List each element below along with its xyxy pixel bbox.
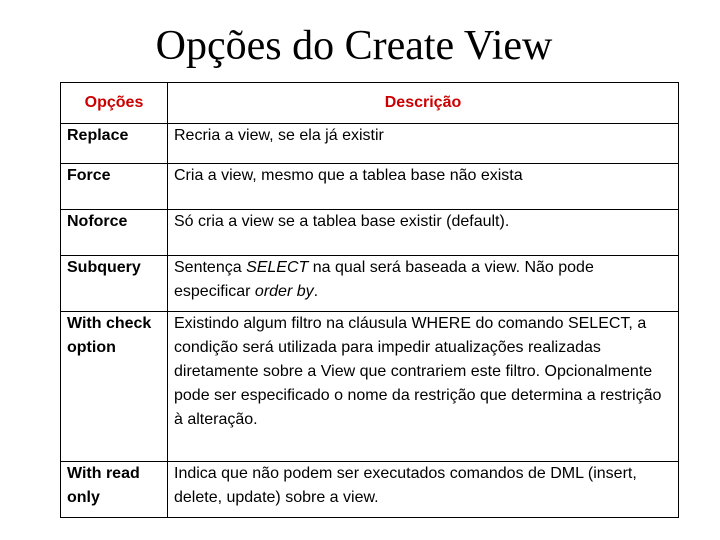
option-name: Replace [61,124,168,164]
option-name: Force [61,164,168,210]
table-row [61,312,679,462]
table-row [61,256,679,312]
option-description: Indica que não podem ser executados comandos de DML (insert, delete, update) sobre a view. [168,462,679,518]
option-description: Recria a view, se ela já existir [168,124,679,164]
option-description: Só cria a view se a tablea base existir (default). [168,210,679,256]
option-name: Subquery [61,256,168,312]
desc-keyword-order-by: order by [254,283,314,300]
desc-keyword-select: SELECT [246,259,309,276]
option-name: With check option [61,312,168,462]
option-description: Existindo algum filtro na cláusula WHERE do comando SELECT, a condição será utilizada para impedir atualizações realizadas diretamente sobre a View que contrariem este filtro. Opcionalmente pode ser especificado o nome da restrição que determina a restrição à alteração. [168,312,679,462]
table-row [61,462,679,518]
table-row [61,124,679,164]
option-name: With read only [61,462,168,518]
table-row [61,164,679,210]
option-name: Noforce [61,210,168,256]
desc-text: na qual será baseada a view. Não pode especificar [174,259,594,300]
header-description: Descrição [168,83,679,124]
options-table [60,82,679,518]
desc-text: Sentença [174,259,247,276]
option-description: Cria a view, mesmo que a tablea base não exista [168,164,679,210]
header-options: Opções [61,83,168,124]
table-header-row [61,83,679,124]
desc-text: . [313,283,319,300]
option-description [168,256,679,312]
page-title: Opções do Create View [155,23,553,69]
table-row [61,210,679,256]
